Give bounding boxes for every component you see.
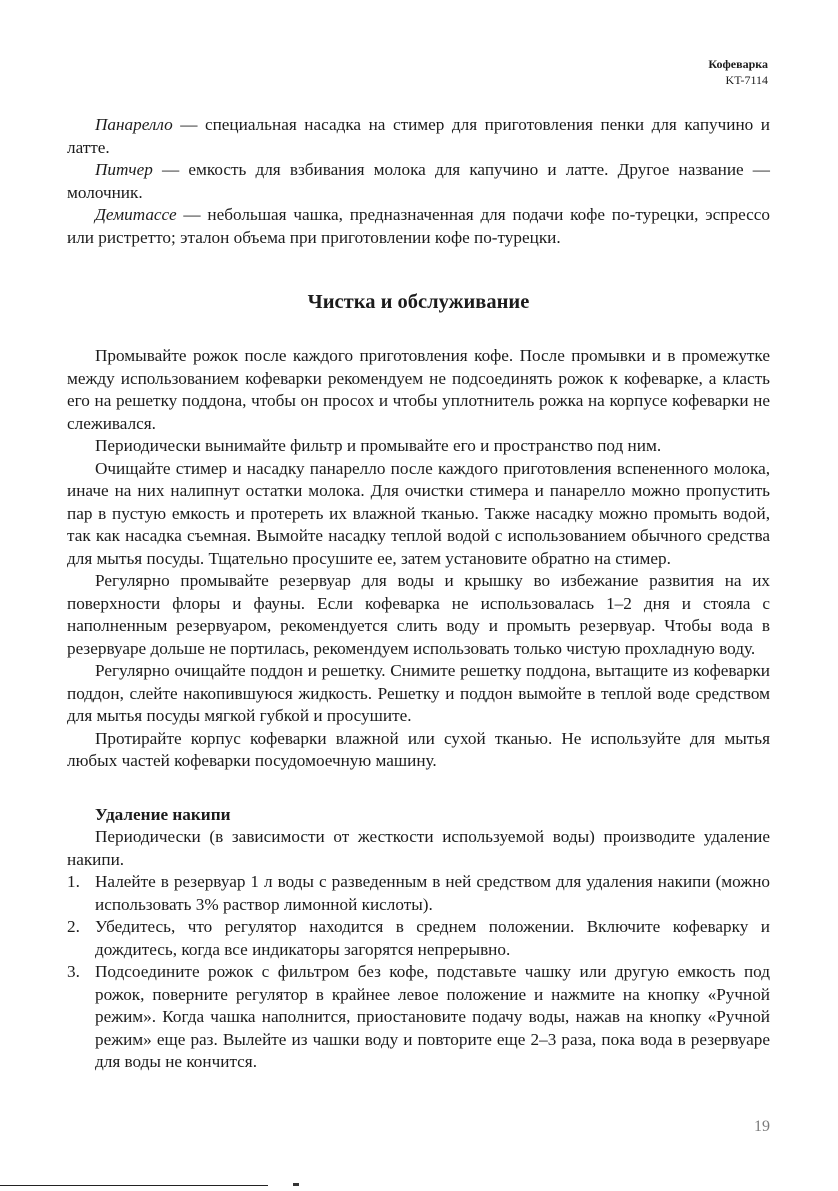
- cleaning-paragraph: Регулярно промывайте резервуар для воды и крышку во избежание развития на их поверхности флоры и фауны. Если кофеварка не использовалась 1–2 дня и стояла с наполненным резервуаром, рекомендуется слить воду и промыть резервуар. Чтобы вода в резервуаре дольше не портилась, рекомендуем использовать только чистую прохладную воду.: [67, 571, 770, 658]
- glossary-definition: — емкость для взбивания молока для капучино и латте. Другое название — молочник.: [67, 160, 770, 202]
- glossary-term: Панарелло: [95, 115, 173, 134]
- descaling-step: [67, 961, 770, 1074]
- glossary-definition: — небольшая чашка, предназначенная для подачи кофе по-турецки, эспрессо или ристретто; эталон объема при приготовлении кофе по-турецки.: [67, 205, 770, 247]
- glossary-definition: — специальная насадка на стимер для приготовления пенки для капучино и латте.: [67, 115, 770, 157]
- descaling-step: [67, 871, 770, 916]
- section-title: Чистка и обслуживание: [307, 291, 530, 313]
- descaling-title: Удаление накипи: [95, 804, 231, 824]
- step-number: 1.: [67, 872, 80, 891]
- page-header: [708, 56, 768, 88]
- descaling-steps-list: [67, 871, 770, 1074]
- cleaning-paragraph: Периодически вынимайте фильтр и промывайте его и пространство под ним.: [95, 436, 662, 455]
- step-text: Налейте в резервуар 1 л воды с разведенным в ней средством для удаления накипи (можно использовать 3% раствор лимонной кислоты).: [95, 872, 770, 914]
- glossary-entry-pitcher: [67, 159, 770, 204]
- footer-mark: [293, 1183, 299, 1186]
- glossary-term: Питчер: [95, 160, 153, 179]
- cleaning-paragraph: Протирайте корпус кофеварки влажной или сухой тканью. Не используйте для мытья любых частей кофеварки посудомоечную машину.: [67, 728, 770, 770]
- descaling-intro: Периодически (в зависимости от жесткости используемой воды) производите удаление накипи.: [67, 827, 770, 869]
- cleaning-paragraph: Промывайте рожок после каждого приготовления кофе. После промывки и в промежутке между использованием кофеварки рекомендуем не подсоединять рожок к кофеварке, а класть его на решетку поддона, чтобы он просох и чтобы уплотнитель рожка на корпусе кофеварки не слеживался.: [67, 346, 770, 433]
- glossary-entry-panarello: [67, 114, 770, 159]
- glossary-entry-demitasse: [67, 204, 770, 249]
- step-number: 2.: [67, 917, 80, 936]
- header-product-name: Кофеварка: [708, 57, 768, 71]
- step-text: Убедитесь, что регулятор находится в среднем положении. Включите кофеварку и дождитесь, когда все индикаторы загорятся непрерывно.: [95, 917, 770, 959]
- header-model: KT-7114: [725, 73, 768, 87]
- page-content: [67, 114, 770, 1074]
- step-text: Подсоедините рожок с фильтром без кофе, подставьте чашку или другую емкость под рожок, поверните регулятор в крайнее левое положение и нажмите на кнопку «Ручной режим». Когда чашка наполнится, приостановите подачу воды, нажав на кнопку «Ручной режим» еще раз. Вылейте из чашки воду и повторите еще 2–3 раза, пока вода в резервуаре для воды не кончится.: [95, 962, 770, 1071]
- step-number: 3.: [67, 962, 80, 981]
- cleaning-paragraph: Очищайте стимер и насадку панарелло после каждого приготовления вспененного молока, иначе на них налипнут остатки молока. Для очистки стимера и панарелло можно пропустить пар в пустую емкость и протереть их влажной тканью. Также насадку можно промыть водой, так как насадка съемная. Вымойте насадку теплой водой с использованием обычного средства для мытья посуды. Тщательно просушите ее, затем установите обратно на стимер.: [67, 458, 770, 568]
- glossary-term: Демитассе: [95, 205, 177, 224]
- cleaning-paragraph: Регулярно очищайте поддон и решетку. Снимите решетку поддона, вытащите из кофеварки поддон, слейте накопившуюся жидкость. Решетку и поддон вымойте в теплой воде средством для мытья посуды мягкой губкой и просушите.: [67, 661, 770, 725]
- page-number: 19: [754, 1118, 770, 1135]
- footer-rule: [0, 1185, 268, 1186]
- descaling-step: [67, 916, 770, 961]
